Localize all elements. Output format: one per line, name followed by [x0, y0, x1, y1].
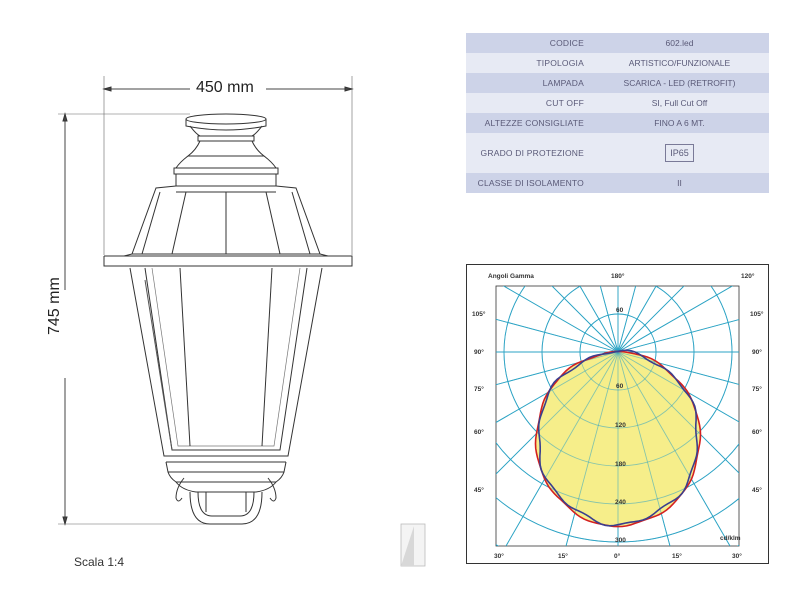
spec-row — [466, 173, 769, 193]
height-dimension-label: 745 mm — [46, 277, 63, 335]
polar-title: Angoli Gamma — [488, 273, 534, 280]
side-angle-label: 90° — [474, 349, 484, 356]
spec-key: LAMPADA — [466, 73, 590, 93]
arrow-icon — [63, 114, 67, 121]
unit-label: cd/klm — [720, 535, 741, 542]
spec-row — [466, 133, 769, 173]
lantern-cap — [174, 114, 278, 186]
spec-key: CUT OFF — [466, 93, 590, 113]
radial-label: 180 — [615, 461, 626, 468]
lantern-body — [130, 268, 322, 462]
spec-key: ALTEZZE CONSIGLIATE — [466, 113, 590, 133]
polar-diagram — [466, 264, 769, 564]
radial-label: 60 — [616, 307, 624, 314]
bottom-angle-label: 0° — [614, 553, 621, 560]
scale-label: Scala 1:4 — [74, 555, 125, 569]
spec-row — [466, 93, 769, 113]
radial-label: 120 — [615, 422, 626, 429]
radial-label: 240 — [615, 499, 626, 506]
lantern-brim — [104, 254, 352, 266]
bottom-angle-label: 30° — [732, 553, 742, 560]
spec-key: TIPOLOGIA — [466, 53, 590, 73]
spec-key: GRADO DI PROTEZIONE — [466, 133, 590, 173]
spec-row — [466, 73, 769, 93]
side-angle-label: 105° — [472, 311, 486, 318]
spec-row — [466, 113, 769, 133]
side-angle-label: 60° — [752, 429, 762, 436]
side-angle-label: 90° — [752, 349, 762, 356]
spec-key: CLASSE DI ISOLAMENTO — [466, 173, 590, 193]
spec-value: ARTISTICO/FUNZIONALE — [590, 53, 769, 73]
lantern-roof — [132, 186, 320, 254]
width-dimension-label: 450 mm — [196, 79, 254, 96]
radial-label: 60 — [616, 383, 624, 390]
spec-table — [466, 33, 769, 193]
arrow-icon — [63, 517, 67, 524]
scale-icon — [401, 524, 425, 566]
ip-rating-badge: IP65 — [665, 144, 694, 162]
arrow-icon — [104, 87, 111, 91]
bottom-angle-label: 15° — [558, 553, 568, 560]
top-angle-label: 120° — [741, 273, 755, 280]
spec-row — [466, 53, 769, 73]
spec-key: CODICE — [466, 33, 590, 53]
bottom-angle-label: 30° — [494, 553, 504, 560]
spec-value: SCARICA - LED (RETROFIT) — [590, 73, 769, 93]
top-angle-label: 180° — [611, 273, 625, 280]
radial-label: 300 — [615, 537, 626, 544]
side-angle-label: 75° — [752, 386, 762, 393]
arrow-icon — [345, 87, 352, 91]
spec-value: FINO A 6 MT. — [590, 113, 769, 133]
spec-row — [466, 33, 769, 53]
side-angle-label: 75° — [474, 386, 484, 393]
side-angle-label: 60° — [474, 429, 484, 436]
side-angle-label: 45° — [752, 487, 762, 494]
side-angle-label: 45° — [474, 487, 484, 494]
side-angle-label: 105° — [750, 311, 764, 318]
bottom-angle-label: 15° — [672, 553, 682, 560]
lantern-base — [166, 462, 286, 524]
spec-value: SI, Full Cut Off — [590, 93, 769, 113]
spec-value: 602.led — [590, 33, 769, 53]
spec-value: II — [590, 173, 769, 193]
